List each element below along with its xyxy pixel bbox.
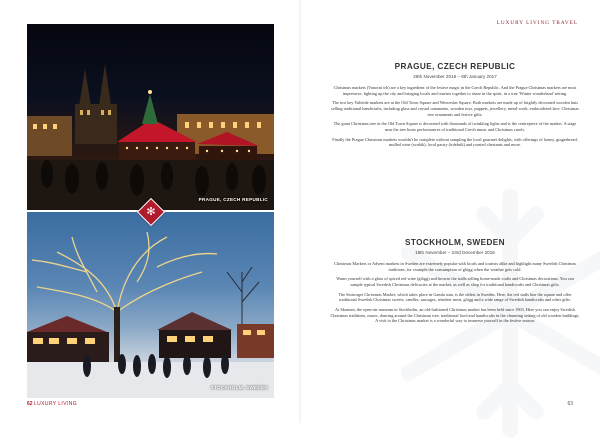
article-paragraph: The two key Yuletide markets are at the Old Town Square and Wenceslas Square. Both markets are made up of brightly decorated wooden huts selling traditional handicrafts, including glass and crystal ornaments, wooden toys, puppets, jewellery, metal-work, embroidered lace, Christmas tree ornaments and festive gifts.: [331, 100, 579, 117]
prague-market-photo: [27, 24, 274, 210]
stockholm-market-photo: [27, 212, 274, 398]
magazine-name: LUXURY LIVING: [33, 401, 78, 407]
prague-photo-caption: PRAGUE, CZECH REPUBLIC: [198, 197, 268, 202]
prague-article: [330, 62, 580, 152]
article-dates: 26th November 2016 – 6th January 2017: [413, 74, 497, 79]
article-paragraph: Christmas markets (Vanocni trh) are a key ingredient of the festive magic in the Czech Republic. And the Prague Christmas markets are most impressive, lighting up the city and bringing locals and tourists together to share in the spirit, in a true 'Winter wonderland' setting.: [333, 85, 577, 96]
article-paragraph: The giant Christmas tree in the Old Town Square is decorated with thousands of twinkling lights and is the centrepiece of the market. A stage near the tree hosts performances of traditional Czech music and Christmas carols.: [333, 121, 577, 132]
stockholm-scene: [27, 212, 274, 398]
article-paragraph: At Skansen, the open-air museum in Stockholm, an old-fashioned Christmas market has been held since 1903. Here you can enjoy Swedish Christmas traditions, music, dancing around the Christmas tree, traditional food and handicrafts in the charming setting of old wooden buildings. A visit to the Christmas market is a wonderful way to immerse yourself in the festive season.: [330, 307, 580, 324]
page-number-right: 63: [567, 401, 573, 407]
article-paragraph: The Stortorget Christmas Market, which takes place in Gamla stan, is the oldest in Sweden. Here, the red stalls line the square and offer traditional Swedish Christmas sweets, candles, sausages, reindeer meat, glögg and a wide range of Swedish handicrafts and other gifts.: [338, 291, 572, 303]
stockholm-article: [330, 238, 580, 328]
article-paragraph: Finally the Prague Christmas markets wouldn't be complete without sampling the local gourmet delights, with offerings of honey, gingerbread, mulled wine (svařák), local pastry (trdelník) and roasted chestnuts and more.: [332, 136, 578, 148]
page-number-left: 62: [27, 401, 33, 407]
article-title: STOCKHOLM, SWEDEN: [405, 238, 505, 247]
article-dates: 19th November – 23rd December 2016: [415, 250, 495, 255]
prague-scene: [27, 24, 274, 210]
article-paragraph: Christmas Markets or Advent markets in Sweden are extremely popular with locals and tourists alike and highlight many Swedish Christmas traditions, for example the consumption of glögg when the weather gets cold.: [333, 261, 577, 272]
section-label: LUXURY LIVING TRAVEL: [496, 20, 578, 26]
page-spine: [299, 0, 301, 423]
snowflake-icon: ✻: [146, 206, 156, 218]
article-title: PRAGUE, CZECH REPUBLIC: [394, 62, 516, 71]
stockholm-photo-caption: STOCKHOLM, SWEDEN: [210, 385, 268, 390]
left-page-footer: [27, 401, 77, 407]
article-paragraph: Warm yourself with a glass of spiced red wine (glögg) and browse the stalls selling home-made crafts and Christmas decorations. You can sample typical Swedish Christmas delicacies at the market, as well as shop for traditional handicrafts and Christmas gifts.: [336, 276, 574, 287]
